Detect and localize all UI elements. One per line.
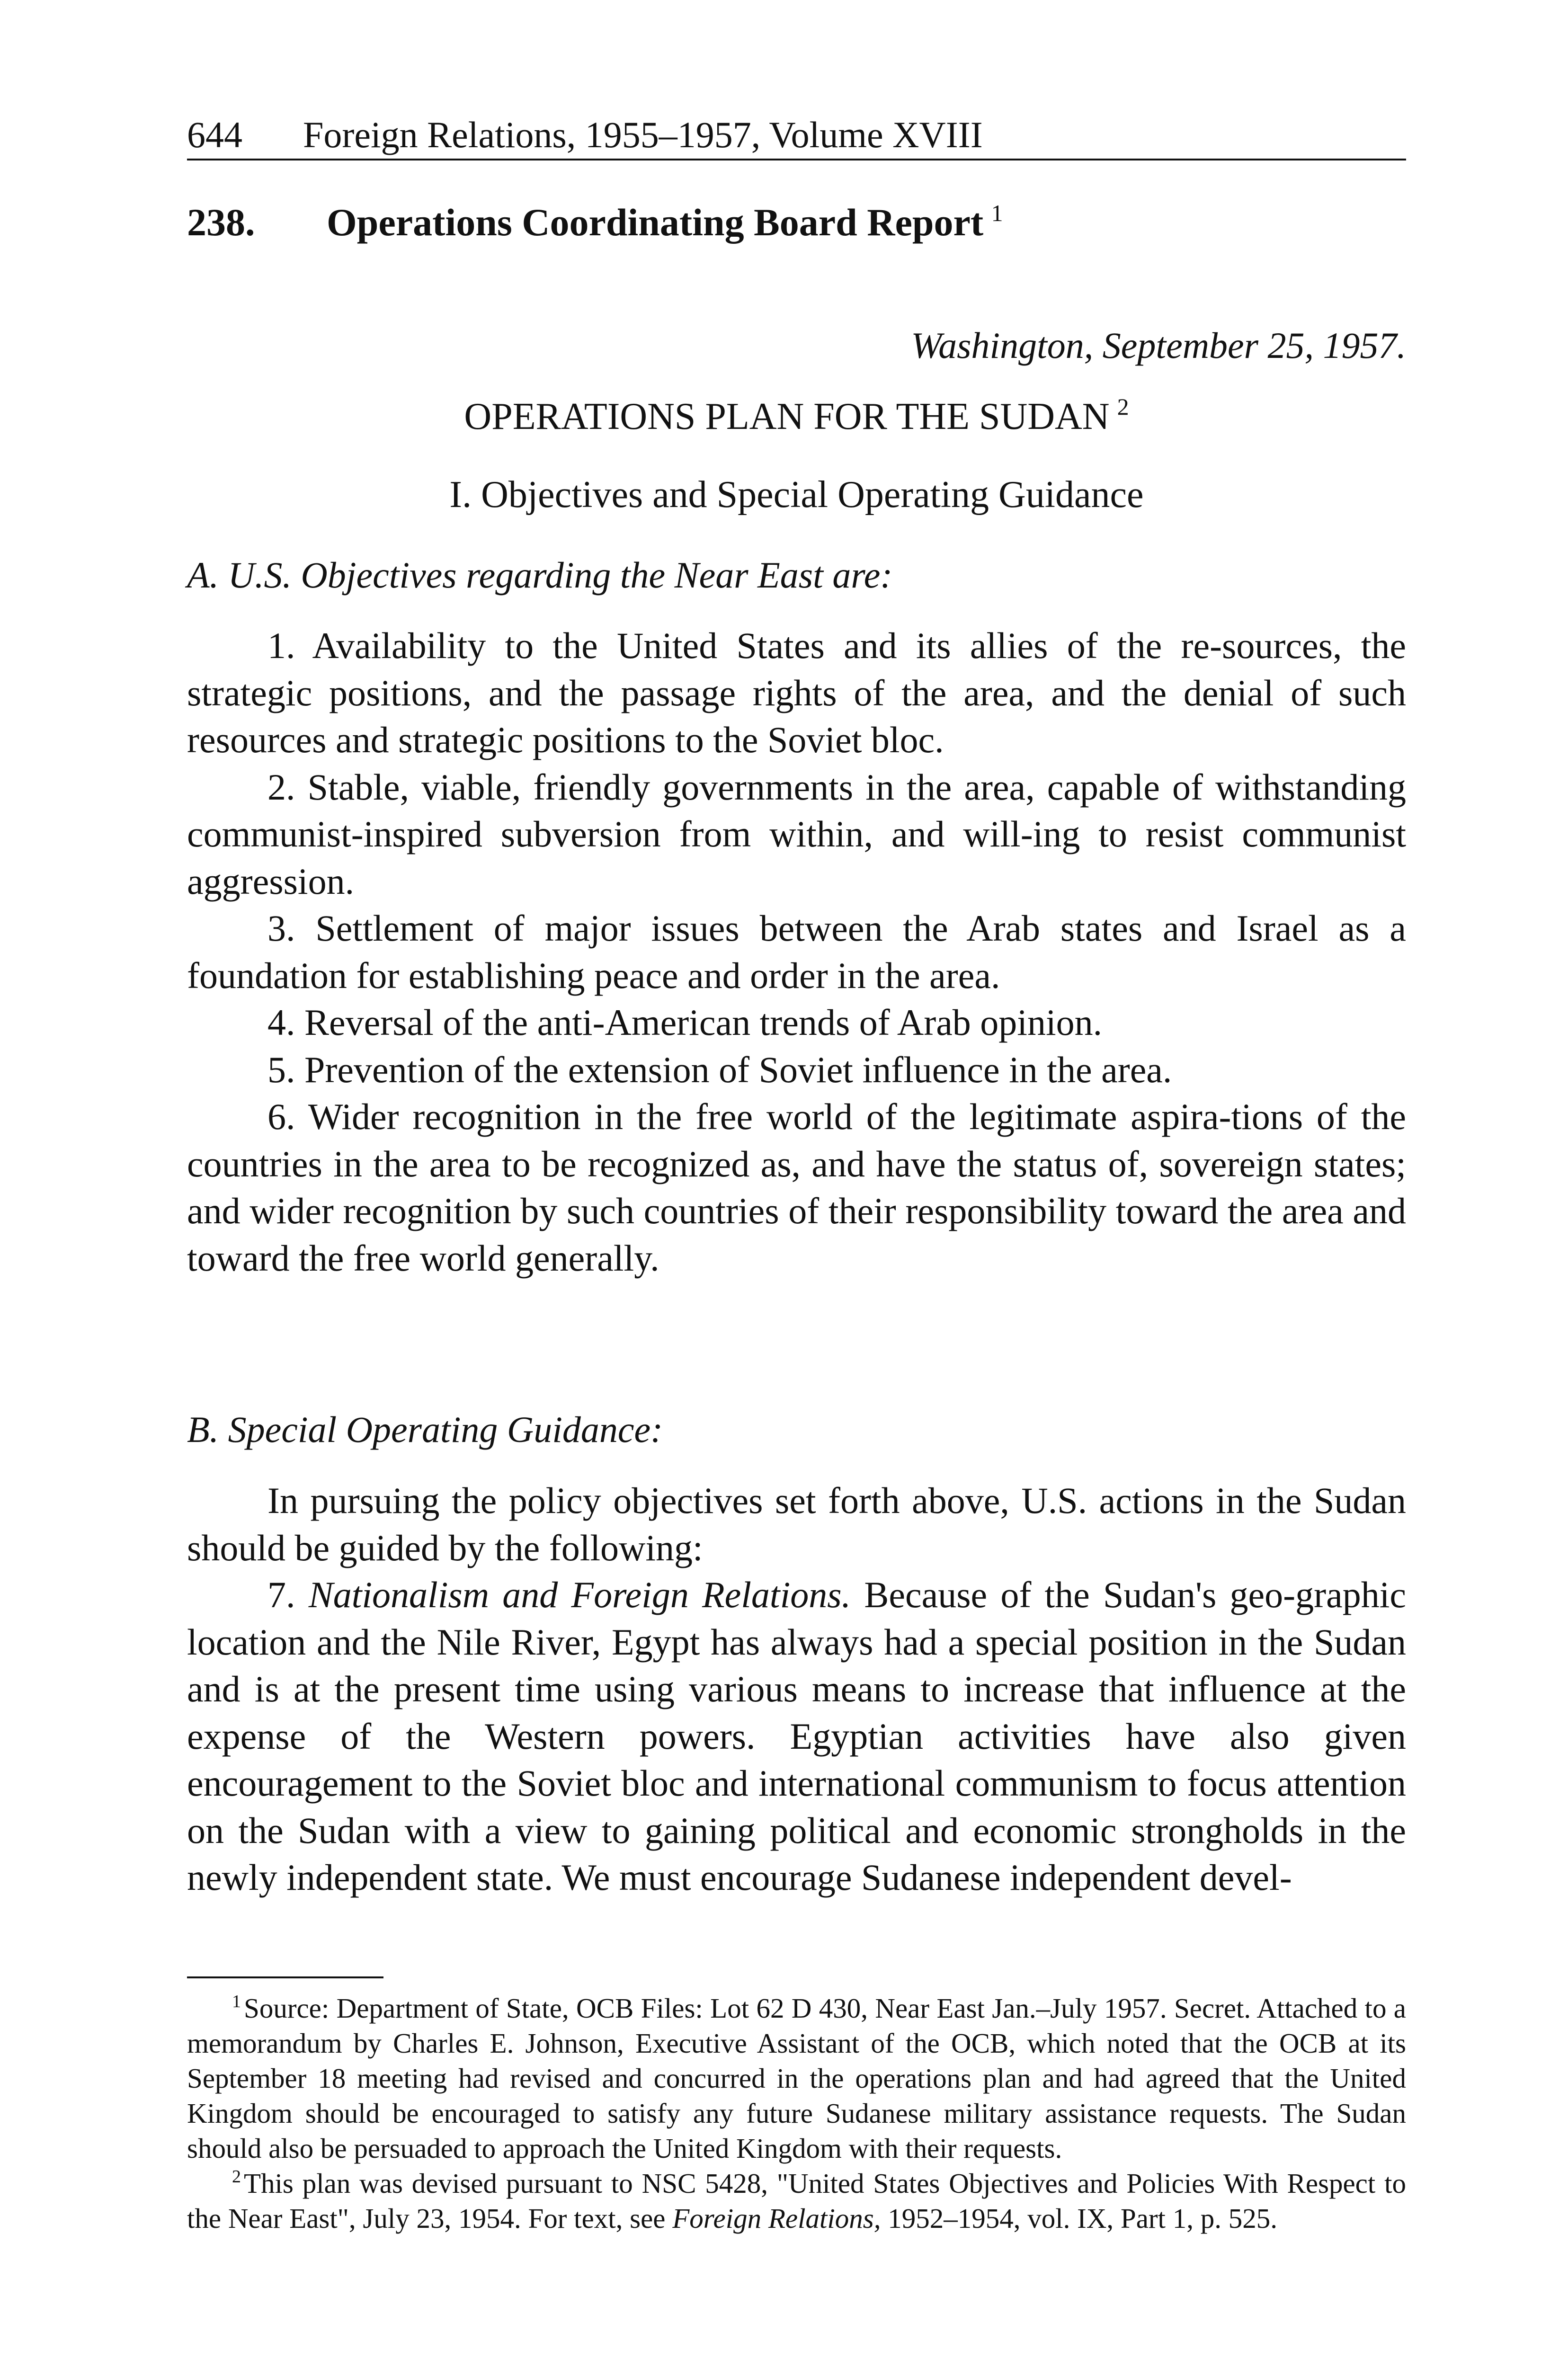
section-b-heading: B. Special Operating Guidance: bbox=[187, 1409, 663, 1450]
footnote-1 bbox=[187, 1991, 1406, 2166]
plan-heading-text: OPERATIONS PLAN FOR THE SUDAN bbox=[464, 396, 1110, 437]
objective-4: 4. Reversal of the anti-American trends of Arab opinion. bbox=[267, 1002, 1103, 1043]
section-b-guidance bbox=[187, 1477, 1406, 1901]
footnote-2-text-end: 1952–1954, vol. IX, Part 1, p. 525. bbox=[881, 2203, 1277, 2234]
document-title bbox=[187, 196, 1406, 249]
page-number: 644 bbox=[187, 114, 242, 155]
guidance-intro: In pursuing the policy objectives set forth above, U.S. actions in the Sudan should be guided by the following: bbox=[187, 1480, 1406, 1568]
document-title-text: Operations Coordinating Board Report bbox=[327, 201, 984, 244]
document-number: 238. bbox=[187, 201, 255, 244]
objective-5: 5. Prevention of the extension of Soviet influence in the area. bbox=[267, 1049, 1172, 1090]
plan-heading bbox=[187, 393, 1406, 440]
running-head bbox=[187, 111, 1406, 160]
volume-title: Foreign Relations, 1955–1957, Volume XVIII bbox=[303, 114, 983, 155]
footnote-2-text: This plan was devised pursuant to NSC 5428, "United States Objectives and Policies With Respect to the Near East", July 23, 1954. For text, see bbox=[187, 2168, 1406, 2234]
section-a-heading: A. U.S. Objectives regarding the Near East are: bbox=[187, 554, 893, 596]
footnote-1-text: Source: Department of State, OCB Files: Lot 62 D 430, Near East Jan.–July 1957. Secret. Attached to a memorandum by Charles E. Johnson, Executive Assistant of the OCB, which noted that the OCB at its September 18 meeting had revised and concurred in the operations plan and had agreed that the United Kingdom should be encouraged to satisfy any future Sudanese military assistance requests. The Sudan should also be persuaded to approach the United Kingdom with their requests. bbox=[187, 1993, 1406, 2164]
footnote-2-italic: Foreign Relations, bbox=[672, 2203, 881, 2234]
part-heading: I. Objectives and Special Operating Guidance bbox=[449, 474, 1144, 516]
footnote-divider bbox=[187, 1976, 383, 1978]
objective-6: 6. Wider recognition in the free world of the legitimate aspira-tions of the countries in the area to be recognized as, and have the status of, sovereign states; and wider recognition by such countries of their responsibility toward the area and toward the free world generally. bbox=[187, 1096, 1406, 1279]
item-7-text: Because of the Sudan's geo-graphic location and the Nile River, Egypt has always had a special position in the Sudan and is at the present time using various means to increase that influence at the expense of the Western powers. Egyptian activities have also given encouragement to the Soviet bloc and international communism to focus attention on the Sudan with a view to gaining political and economic strongholds in the newly independent state. We must encourage Sudanese independent devel- bbox=[187, 1574, 1407, 1898]
item-7-label: 7. bbox=[267, 1574, 309, 1615]
objective-1: 1. Availability to the United States and its allies of the re-sources, the strategic positions, and the passage rights of the area, and the denial of such resources and strategic positions to the Soviet bloc. bbox=[187, 625, 1406, 760]
footnote-2-marker: 2 bbox=[232, 2167, 241, 2187]
objective-2: 2. Stable, viable, friendly governments in the area, capable of withstanding communist-inspired subversion from within, and will-ing to resist communist aggression. bbox=[187, 766, 1406, 902]
footnote-2 bbox=[187, 2166, 1406, 2236]
section-a-objectives bbox=[187, 622, 1406, 1281]
footnotes bbox=[187, 1991, 1406, 2236]
footnote-ref-1[interactable]: 1 bbox=[991, 200, 1003, 226]
footnote-ref-2[interactable]: 2 bbox=[1117, 393, 1129, 420]
item-7-title: Nationalism and Foreign Relations. bbox=[308, 1574, 851, 1615]
footnote-1-marker: 1 bbox=[232, 1992, 241, 2011]
guidance-item-7 bbox=[187, 1571, 1406, 1901]
dateline: Washington, September 25, 1957. bbox=[911, 325, 1406, 366]
objective-3: 3. Settlement of major issues between the Arab states and Israel as a foundation for establishing peace and order in the area. bbox=[187, 908, 1406, 996]
